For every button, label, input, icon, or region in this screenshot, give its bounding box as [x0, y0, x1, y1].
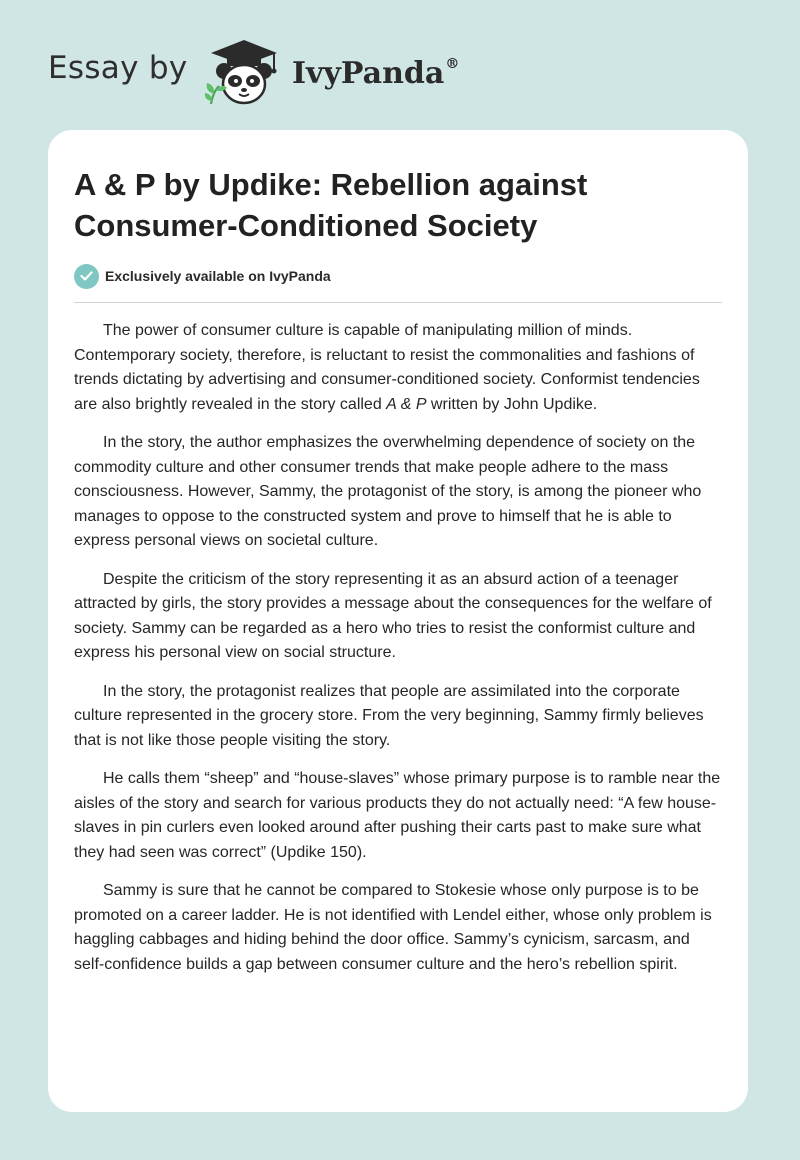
panda-graduation-cap-icon[interactable] — [203, 36, 285, 108]
exclusive-badge-text: Exclusively available on IvyPanda — [105, 268, 331, 284]
paragraph-5: He calls them “sheep” and “house-slaves” whose primary purpose is to ramble near the aisles of the story and search for various products they do not actually need: “A few house-slaves in pin curlers even looked around after pushing their carts past to make sure what they had seen was correct” (Updike 150). — [74, 770, 721, 861]
registered-mark: ® — [445, 56, 460, 72]
article-card — [48, 130, 748, 1112]
paragraph-2: In the story, the author emphasizes the overwhelming dependence of society on the commodity culture and other consumer trends that make people adhere to the mass consciousness. However, Sammy, the protagonist of the story, is among the pioneer who manages to oppose to the constructed system and prove to himself that he is able to express personal views on societal culture. — [74, 434, 702, 549]
check-circle-icon — [74, 264, 99, 289]
paragraph-6: Sammy is sure that he cannot be compared to Stokesie whose only purpose is to be promoted on a career ladder. He is not identified with Lendel either, whose only problem is haggling cabbages and hiding behind the door office. Sammy’s cynicism, sarcasm, and self-confidence builds a gap between consumer culture and the hero’s rebellion spirit. — [74, 882, 712, 973]
title-divider — [74, 302, 722, 303]
site-header — [48, 36, 508, 108]
exclusive-badge — [74, 263, 331, 289]
paragraph-4: In the story, the protagonist realizes that people are assimilated into the corporate culture represented in the grocery store. From the very beginning, Sammy firmly believes that is not like those people visiting the story. — [74, 682, 704, 749]
story-title-emphasis: A & P — [386, 395, 427, 413]
article-body — [74, 319, 724, 991]
brand-name[interactable] — [292, 56, 459, 91]
article-title: A & P by Updike: Rebellion against Consumer-Conditioned Society — [74, 167, 588, 243]
essay-by-label: Essay by — [48, 50, 188, 86]
paragraph-1-text: The power of consumer culture is capable of manipulating million of minds. Contemporary society, therefore, is reluctant to resist the commonalities and fashions of trends dictating by advertising and consumer-conditioned society. Conformist tendencies are also brightly revealed in the story called — [74, 322, 700, 413]
brand-text: IvyPanda — [292, 56, 445, 91]
paragraph-1-end: written by John Updike. — [426, 395, 598, 413]
paragraph-3: Despite the criticism of the story representing it as an absurd action of a teenager attracted by girls, the story provides a message about the consequences for the welfare of society. Sammy can be regarded as a hero who tries to resist the conformist culture and express his personal view on social structure. — [74, 570, 712, 661]
paragraph-1 — [74, 319, 724, 417]
